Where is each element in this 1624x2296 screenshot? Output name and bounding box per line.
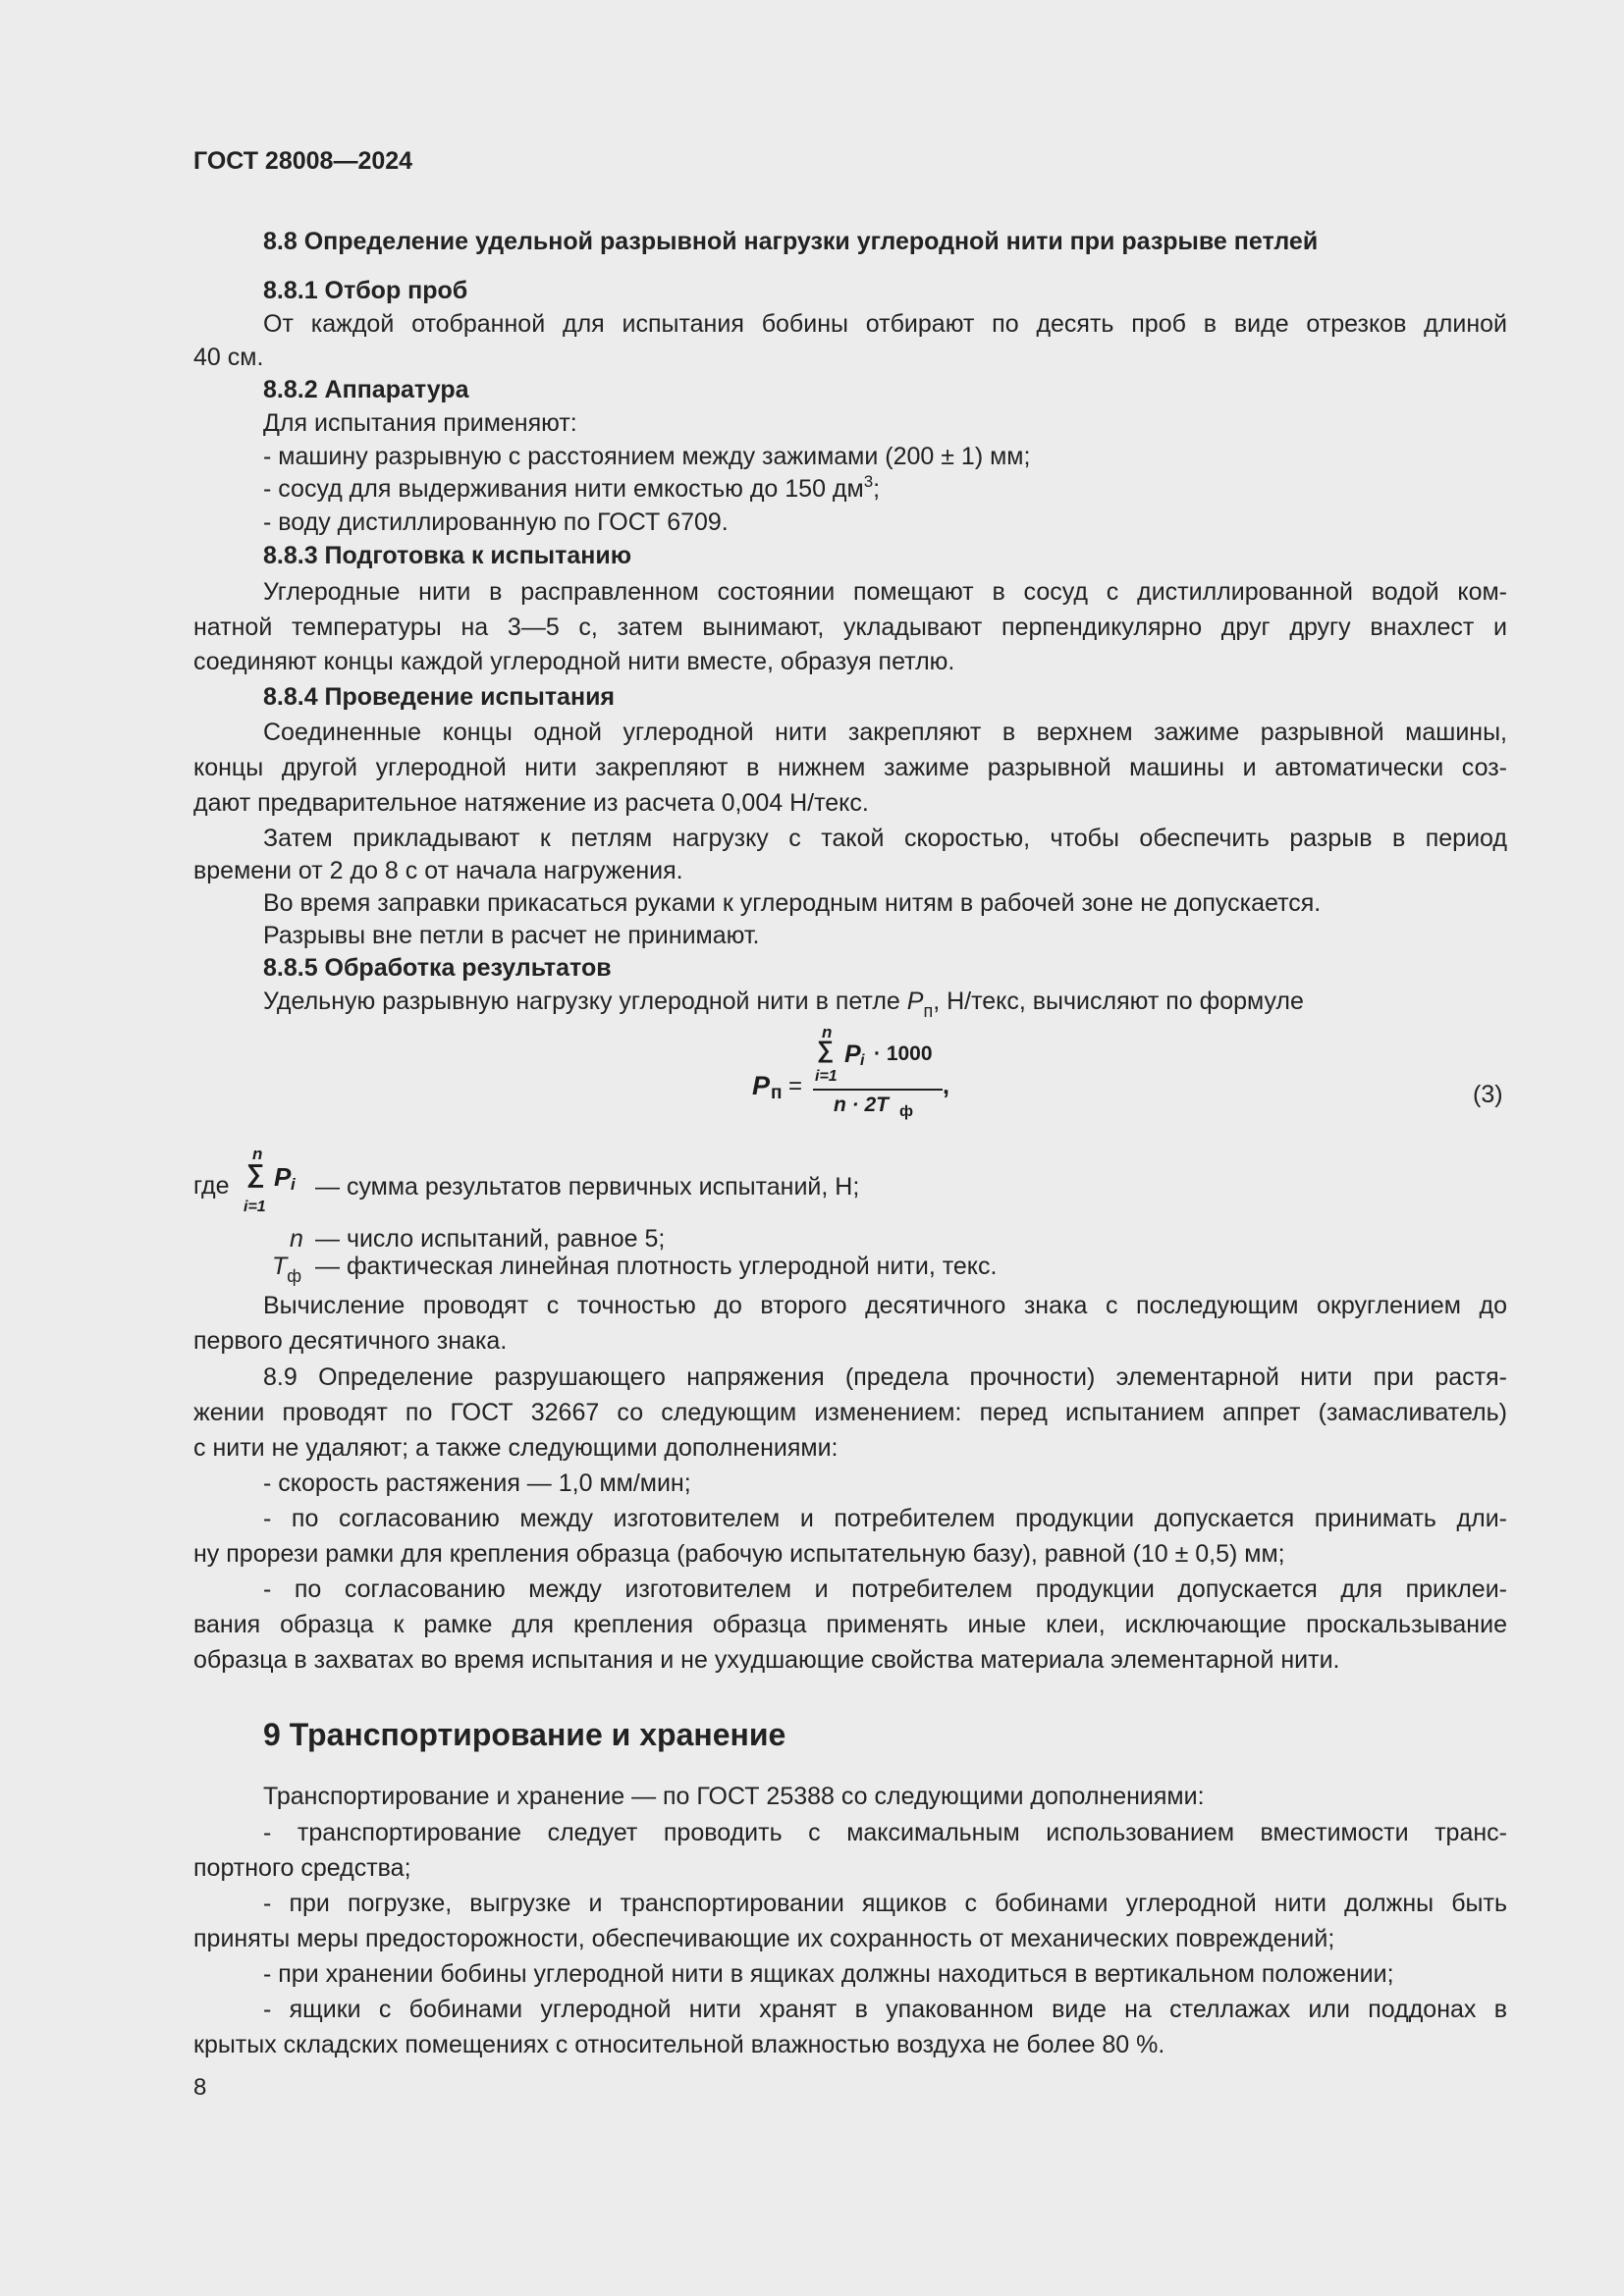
paragraph-line: Вычисление проводят с точностью до второго десятичного знака с последующим округлением до [263,1292,1507,1319]
formula-denom-sub: ф [899,1103,913,1120]
section-8-8-2-title: 8.8.2 Аппаратура [263,376,469,403]
paragraph-line: Удельную разрывную нагрузку углеродной нити в петле $P_п$, Н/текс, вычисляют по формуле [263,988,1304,1021]
paragraph-line: 40 см. [193,344,264,371]
formula-comma: , [943,1072,949,1099]
formula-equals: = [788,1073,803,1099]
paragraph-line: портного средства; [193,1854,411,1882]
paragraph-line: Транспортирование и хранение — по ГОСТ 25388 со следующими дополнениями: [263,1783,1205,1810]
paragraph-line: крытых складских помещениях с относительной влажностью воздуха не более 80 %. [193,2031,1165,2058]
paragraph-line: Для испытания применяют: [263,409,577,437]
legend-sum-desc: — сумма результатов первичных испытаний, Н; [315,1173,860,1201]
legend-n-desc: — число испытаний, равное 5; [315,1225,666,1253]
paragraph-line: Во время заправки прикасаться руками к углеродным нитям в рабочей зоне не допускается. [263,889,1322,917]
formula-lhs-sub: п [771,1083,783,1103]
formula-denom: n · 2T [834,1094,889,1116]
paragraph-line: От каждой отобранной для испытания бобины отбирают по десять проб в виде отрезков длиной [263,310,1507,338]
list-item: - сосуд для выдерживания нити емкостью до 150 $дм^3$; [263,472,881,503]
page-number: 8 [193,2074,207,2101]
section-8-8-1-title: 8.8.1 Отбор проб [263,277,468,304]
paragraph-line: Разрывы вне петли в расчет не принимают. [263,922,760,949]
section-8-9-line: 8.9 Определение разрушающего напряжения (предела прочности) элементарной нити при растя- [263,1363,1507,1391]
list-item: - ящики с бобинами углеродной нити хранят в упакованном виде на стеллажах или поддонах в [263,1996,1507,2023]
section-8-8-5-title: 8.8.5 Обработка результатов [263,954,612,982]
legend-sum-symbol: n ∑ P i i=1 [244,1145,296,1215]
paragraph-line: Углеродные нити в расправленном состоянии помещают в сосуд с дистиллированной водой ком- [263,578,1507,606]
formula-numer-var: P [844,1041,861,1068]
list-item: - при погрузке, выгрузке и транспортировании ящиков с бобинами углеродной нити должны быть [263,1890,1507,1917]
paragraph-line: Затем прикладывают к петлям нагрузку с такой скоростью, чтобы обеспечить разрыв в период [263,825,1507,852]
formula-sum-top: n [822,1023,833,1041]
list-item: - при хранении бобины углеродной нити в ящиках должны находиться в вертикальном положении; [263,1960,1394,1988]
formula-numer-rest: · 1000 [874,1042,933,1065]
paragraph-line: вания образца к рамке для крепления образца применять иные клеи, исключающие проскальзывание [193,1611,1507,1638]
paragraph-line: образца в захватах во время испытания и не ухудшающие свойства материала элементарной нити. [193,1646,1340,1674]
list-item: - по согласованию между изготовителем и потребителем продукции допускается принимать дли- [263,1505,1507,1532]
formula-3 [746,1021,982,1129]
paragraph-line: соединяют концы каждой углеродной нити вместе, образуя петлю. [193,648,955,675]
formula-sum-bottom: i=1 [815,1068,838,1085]
list-item: - машину разрывную с расстоянием между зажимами (200 ± 1) мм; [263,443,1031,470]
section-9-title: 9 Транспортирование и хранение [263,1717,786,1752]
list-item: - транспортирование следует проводить с максимальным использованием вместимости транс- [263,1819,1507,1846]
paragraph-line: концы другой углеродной нити закрепляют в нижнем зажиме разрывной машины и автоматически соз- [193,754,1507,781]
paragraph-line: жении проводят по ГОСТ 32667 со следующим изменением: перед испытанием аппрет (замасливатель) [193,1399,1507,1426]
legend-where: где [193,1172,230,1200]
legend-n-symbol: n [290,1225,303,1253]
paragraph-line: первого десятичного знака. [193,1327,508,1355]
fraction-bar [813,1089,943,1091]
paragraph-line: ну прорези рамки для крепления образца (рабочую испытательную базу), равной (10 ± 0,5) мм; [193,1540,1285,1568]
legend-t-symbol: $T_ф$ [272,1253,302,1286]
paragraph-line: дают предварительное натяжение из расчета 0,004 Н/текс. [193,789,869,817]
paragraph-line: с нити не удаляют; а также следующими дополнениями: [193,1434,839,1462]
list-item: - по согласованию между изготовителем и потребителем продукции допускается для приклеи- [263,1575,1507,1603]
section-8-8-title: 8.8 Определение удельной разрывной нагрузки углеродной нити при разрыве петлей [263,228,1319,255]
formula-sum-sign: ∑ [817,1037,835,1063]
section-8-8-3-title: 8.8.3 Подготовка к испытанию [263,542,632,569]
paragraph-line: Соединенные концы одной углеродной нити закрепляют в верхнем зажиме разрывной машины, [263,719,1507,746]
document-code: ГОСТ 28008—2024 [193,147,413,175]
formula-lhs: P [752,1071,771,1100]
list-item: - воду дистиллированную по ГОСТ 6709. [263,508,729,536]
legend-t-desc: — фактическая линейная плотность углеродной нити, текс. [315,1253,998,1280]
paragraph-line: времени от 2 до 8 с от начала нагружения. [193,857,683,884]
paragraph-line: натной температуры на 3—5 с, затем вынимают, укладывают перпендикулярно друг другу внахлест и [193,614,1507,641]
list-item: - скорость растяжения — 1,0 мм/мин; [263,1469,691,1497]
formula-numer-sub: i [860,1052,865,1069]
formula-number: (3) [1473,1081,1503,1108]
section-8-8-4-title: 8.8.4 Проведение испытания [263,683,616,711]
paragraph-line: приняты меры предосторожности, обеспечивающие их сохранность от механических повреждений; [193,1925,1335,1952]
